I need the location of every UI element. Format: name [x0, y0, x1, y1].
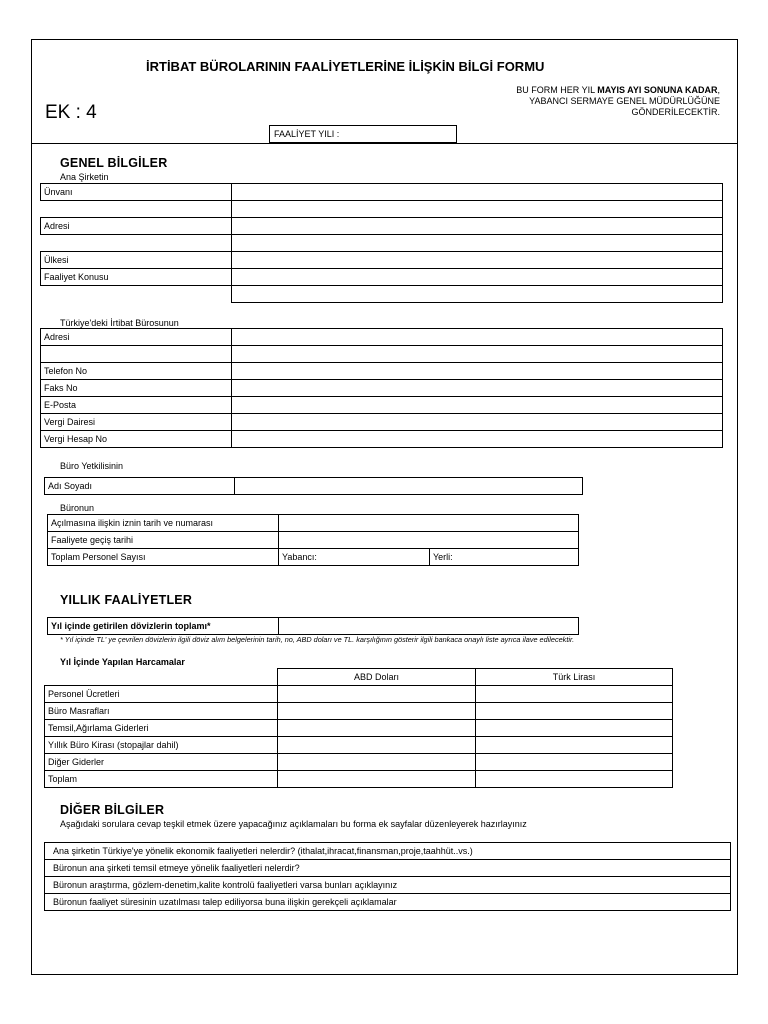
- vergi-hesap-no-input[interactable]: [232, 431, 723, 448]
- harcamalar-table: [44, 668, 673, 788]
- row-label: [41, 346, 232, 363]
- question-item: Büronun faaliyet süresinin uzatılması talep ediliyorsa buna ilişkin gerekçeli açıklamalar: [45, 894, 731, 911]
- expense-header-blank: [45, 669, 278, 686]
- adi-soyadi-input[interactable]: [235, 478, 583, 495]
- row-label: [41, 201, 232, 218]
- expense-label: Büro Masrafları: [45, 703, 278, 720]
- kira-tl-input[interactable]: [476, 737, 673, 754]
- harcamalar-heading: Yıl İçinde Yapılan Harcamalar: [60, 657, 185, 667]
- form-title: İRTİBAT BÜROLARININ FAALİYETLERİNE İLİŞKİN BİLGİ FORMU: [146, 59, 545, 74]
- row-label: Vergi Dairesi: [41, 414, 232, 431]
- question-item: Ana şirketin Türkiye'ye yönelik ekonomik faaliyetleri nelerdir? (ithalat,ihracat,finansman,proje,taahhüt..vs.): [45, 843, 731, 860]
- notice-suffix: ,: [717, 85, 720, 95]
- expense-label: Diğer Giderler: [45, 754, 278, 771]
- row-label: Adresi: [41, 218, 232, 235]
- buronun-table: [47, 514, 579, 566]
- row-label: E-Posta: [41, 397, 232, 414]
- questions-table: [44, 842, 731, 911]
- diger-tl-input[interactable]: [476, 754, 673, 771]
- header-divider: [31, 143, 738, 144]
- ana-sirket-caption: Ana Şirketin: [60, 172, 109, 182]
- genel-bilgiler-heading: GENEL BİLGİLER: [60, 156, 168, 170]
- col-tl-header: Türk Lirası: [476, 669, 673, 686]
- notice-line-3: GÖNDERİLECEKTİR.: [631, 107, 720, 117]
- expense-label: Yıllık Büro Kirası (stopajlar dahil): [45, 737, 278, 754]
- eposta-input[interactable]: [232, 397, 723, 414]
- yerli-personel-input[interactable]: Yerli:: [430, 549, 579, 566]
- notice-line-2: YABANCI SERMAYE GENEL MÜDÜRLÜĞÜNE: [529, 96, 720, 106]
- toplam-tl-input[interactable]: [476, 771, 673, 788]
- row-label: Ülkesi: [41, 252, 232, 269]
- buro-adresi-input[interactable]: [232, 329, 723, 346]
- faks-input[interactable]: [232, 380, 723, 397]
- izin-tarih-input[interactable]: [279, 515, 579, 532]
- row-label: Faaliyete geçiş tarihi: [48, 532, 279, 549]
- adi-soyadi-label: Adı Soyadı: [45, 478, 235, 495]
- adresi-input-2[interactable]: [232, 235, 723, 252]
- buro-adresi-input-2[interactable]: [232, 346, 723, 363]
- buronun-caption: Büronun: [60, 503, 95, 513]
- row-label: Faks No: [41, 380, 232, 397]
- buro-masraf-abd-input[interactable]: [278, 703, 476, 720]
- faaliyet-konusu-input-2[interactable]: [232, 286, 723, 303]
- row-label: Adresi: [41, 329, 232, 346]
- row-label: Ünvanı: [41, 184, 232, 201]
- buro-masraf-tl-input[interactable]: [476, 703, 673, 720]
- doviz-label: Yıl içinde getirilen dövizlerin toplamı*: [48, 618, 279, 635]
- faaliyet-yili-field[interactable]: [269, 125, 457, 143]
- expense-label: Toplam: [45, 771, 278, 788]
- row-label: [41, 286, 232, 303]
- diger-instruction: Aşağıdaki sorulara cevap teşkil etmek üzere yapacağınız açıklamaları bu forma ek sayfalar düzenleyerek hazırlayınız: [60, 819, 527, 829]
- question-item: Büronun araştırma, gözlem-denetim,kalite kontrolü faaliyetleri varsa bunları açıklayınız: [45, 877, 731, 894]
- yetkili-caption: Büro Yetkilisinin: [60, 461, 124, 471]
- row-label: Vergi Hesap No: [41, 431, 232, 448]
- temsil-tl-input[interactable]: [476, 720, 673, 737]
- kira-abd-input[interactable]: [278, 737, 476, 754]
- yetkili-table: [44, 477, 583, 495]
- notice-deadline: MAYIS AYI SONUNA KADAR: [597, 85, 718, 95]
- personel-abd-input[interactable]: [278, 686, 476, 703]
- adresi-input[interactable]: [232, 218, 723, 235]
- form-frame: [31, 39, 738, 975]
- diger-bilgiler-heading: DİĞER BİLGİLER: [60, 803, 165, 817]
- doviz-table: [47, 617, 579, 635]
- row-label: [41, 235, 232, 252]
- yillik-faaliyetler-heading: YILLIK FAALİYETLER: [60, 593, 193, 607]
- turkiye-caption: Türkiye'deki İrtibat Bürosunun: [60, 318, 179, 328]
- notice-prefix: BU FORM HER YIL: [516, 85, 598, 95]
- ulkesi-input[interactable]: [232, 252, 723, 269]
- question-item: Büronun ana şirketi temsil etmeye yönelik faaliyetleri nelerdir?: [45, 860, 731, 877]
- telefon-input[interactable]: [232, 363, 723, 380]
- vergi-dairesi-input[interactable]: [232, 414, 723, 431]
- yabanci-personel-input[interactable]: Yabancı:: [279, 549, 430, 566]
- row-label: Faaliyet Konusu: [41, 269, 232, 286]
- expense-label: Temsil,Ağırlama Giderleri: [45, 720, 278, 737]
- unvani-input-2[interactable]: [232, 201, 723, 218]
- faaliyet-konusu-input[interactable]: [232, 269, 723, 286]
- submission-notice: [516, 85, 720, 118]
- personel-tl-input[interactable]: [476, 686, 673, 703]
- row-label: Toplam Personel Sayısı: [48, 549, 279, 566]
- toplam-abd-input[interactable]: [278, 771, 476, 788]
- temsil-abd-input[interactable]: [278, 720, 476, 737]
- ek-label: EK : 4: [45, 102, 97, 123]
- doviz-note: * Yıl içinde TL' ye çevrilen dövizlerin ilgili döviz alım belgelerinin tarih, no, ABD doları ve TL. karşılığının gösterir ilgili bankaca onaylı liste ayrıca ilave edilecektir.: [60, 635, 575, 644]
- turkiye-buro-table: [40, 328, 723, 448]
- expense-label: Personel Ücretleri: [45, 686, 278, 703]
- col-abd-header: ABD Doları: [278, 669, 476, 686]
- diger-abd-input[interactable]: [278, 754, 476, 771]
- row-label: Açılmasına ilişkin iznin tarih ve numarası: [48, 515, 279, 532]
- faaliyet-yili-label: FAALİYET YILI :: [274, 129, 340, 139]
- row-label: Telefon No: [41, 363, 232, 380]
- doviz-input[interactable]: [279, 618, 579, 635]
- ana-sirket-table: [40, 183, 723, 303]
- unvani-input[interactable]: [232, 184, 723, 201]
- faaliyete-gecis-input[interactable]: [279, 532, 579, 549]
